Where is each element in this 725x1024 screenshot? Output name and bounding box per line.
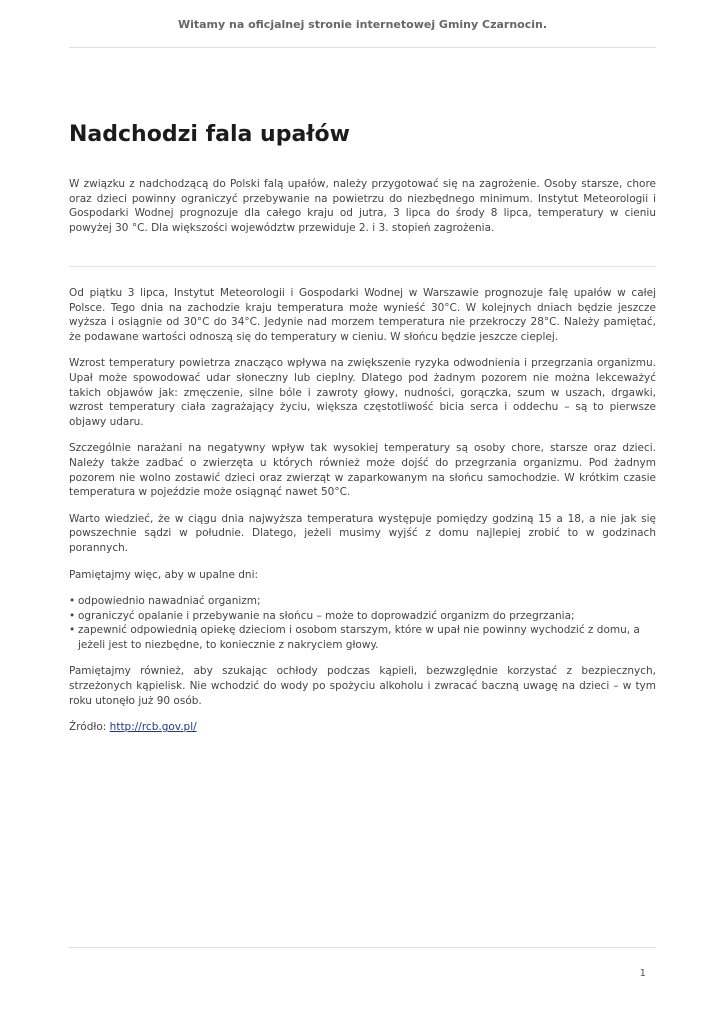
article-title: Nadchodzi fala upałów <box>69 122 350 147</box>
lead-paragraph: W związku z nadchodzącą do Polski falą upałów, należy przygotować się na zagrożenie. Osoby starsze, chore oraz dzieci powinny ograniczyć przebywanie na powietrzu do niezbędnego minimum. Instytut Meteorologii i Gospodarki Wodnej prognozuje dla całego kraju od jutra, 3 lipca do środy 8 lipca, temperatury w cieniu powyżej 30 °C. Dla większości województw przewiduje 2. i 3. stopień zagrożenia. <box>69 178 656 234</box>
source-link[interactable]: http://rcb.gov.pl/ <box>109 721 197 734</box>
body-paragraph: Warto wiedzieć, że w ciągu dnia najwyższa temperatura występuje pomiędzy godziną 15 a 18, a nie jak się powszechnie sądzi w południe. Dlatego, jeżeli musimy wyjść z domu najlepiej zrobić to w godzinach porannych. <box>69 512 656 554</box>
closing-paragraph: Pamiętajmy również, aby szukając ochłody podczas kąpieli, bezwzględnie korzystać z bezpiecznych, strzeżonych kąpielisk. Nie wchodzić do wody po spożyciu alkoholu i zwracać baczną uwagę na dzieci – w tym roku utonęło już 90 osób. <box>69 665 656 707</box>
article-lead-section <box>69 177 656 247</box>
tip-item: • zapewnić odpowiednią opiekę dzieciom i osobom starszym, które w upał nie powinny wychodzić z domu, a jeżeli jest to niezbędne, to koniecznie z nakryciem głowy. <box>69 623 656 652</box>
header-divider <box>69 47 656 48</box>
tip-item: • odpowiednio nawadniać organizm; <box>69 594 656 609</box>
tip-item: • ograniczyć opalanie i przebywanie na słońcu – może to doprowadzić organizm do przegrzania; <box>69 609 656 624</box>
source-line <box>69 720 656 735</box>
body-paragraph: Wzrost temperatury powietrza znacząco wpływa na zwiększenie ryzyka odwodnienia i przegrzania organizmu. Upał może spowodować udar słoneczny lub cieplny. Dlatego pod żadnym pozorem nie można lekceważyć takich objawów jak: zmęczenie, silne bóle i zawroty głowy, nudności, gorączka, szum w uszach, drgawki, wzrost temperatury ciała zagrażający życiu, większa częstotliwość bicia serca i oddechu – są to pierwsze objawy udaru. <box>69 357 656 428</box>
body-paragraph: Od piątku 3 lipca, Instytut Meteorologii i Gospodarki Wodnej w Warszawie prognozuje falę upałów w całej Polsce. Tego dnia na zachodzie kraju temperatura może wynieść 30°C. W kolejnych dniach będzie jeszcze wyższa i osiągnie od 30°C do 34°C. Jedynie nad morzem temperatura nie przekroczy 28°C. Należy pamiętać, że podawane wartości odnoszą się do temperatury w cieniu. W słońcu będzie jeszcze cieplej. <box>69 287 656 343</box>
source-label: Źródło: <box>69 721 107 734</box>
article-body <box>69 286 656 747</box>
footer-divider <box>69 947 656 948</box>
tips-list <box>69 594 656 652</box>
site-header-text: Witamy na oficjalnej stronie internetowej Gminy Czarnocin. <box>177 18 548 31</box>
section-divider <box>69 266 656 267</box>
page-number: 1 <box>639 968 646 979</box>
body-paragraph: Pamiętajmy więc, aby w upalne dni: <box>69 568 259 581</box>
body-paragraph: Szczególnie narażani na negatywny wpływ tak wysokiej temperatury są osoby chore, starsze oraz dzieci. Należy także zadbać o zwierzęta u których również może dojść do przegrzania organizmu. Pod żadnym pozorem nie wolno zostawić dzieci oraz zwierząt w zaparkowanym na słońcu samochodzie. W krótkim czasie temperatura w pojeździe może osiągnąć nawet 50°C. <box>69 442 656 499</box>
